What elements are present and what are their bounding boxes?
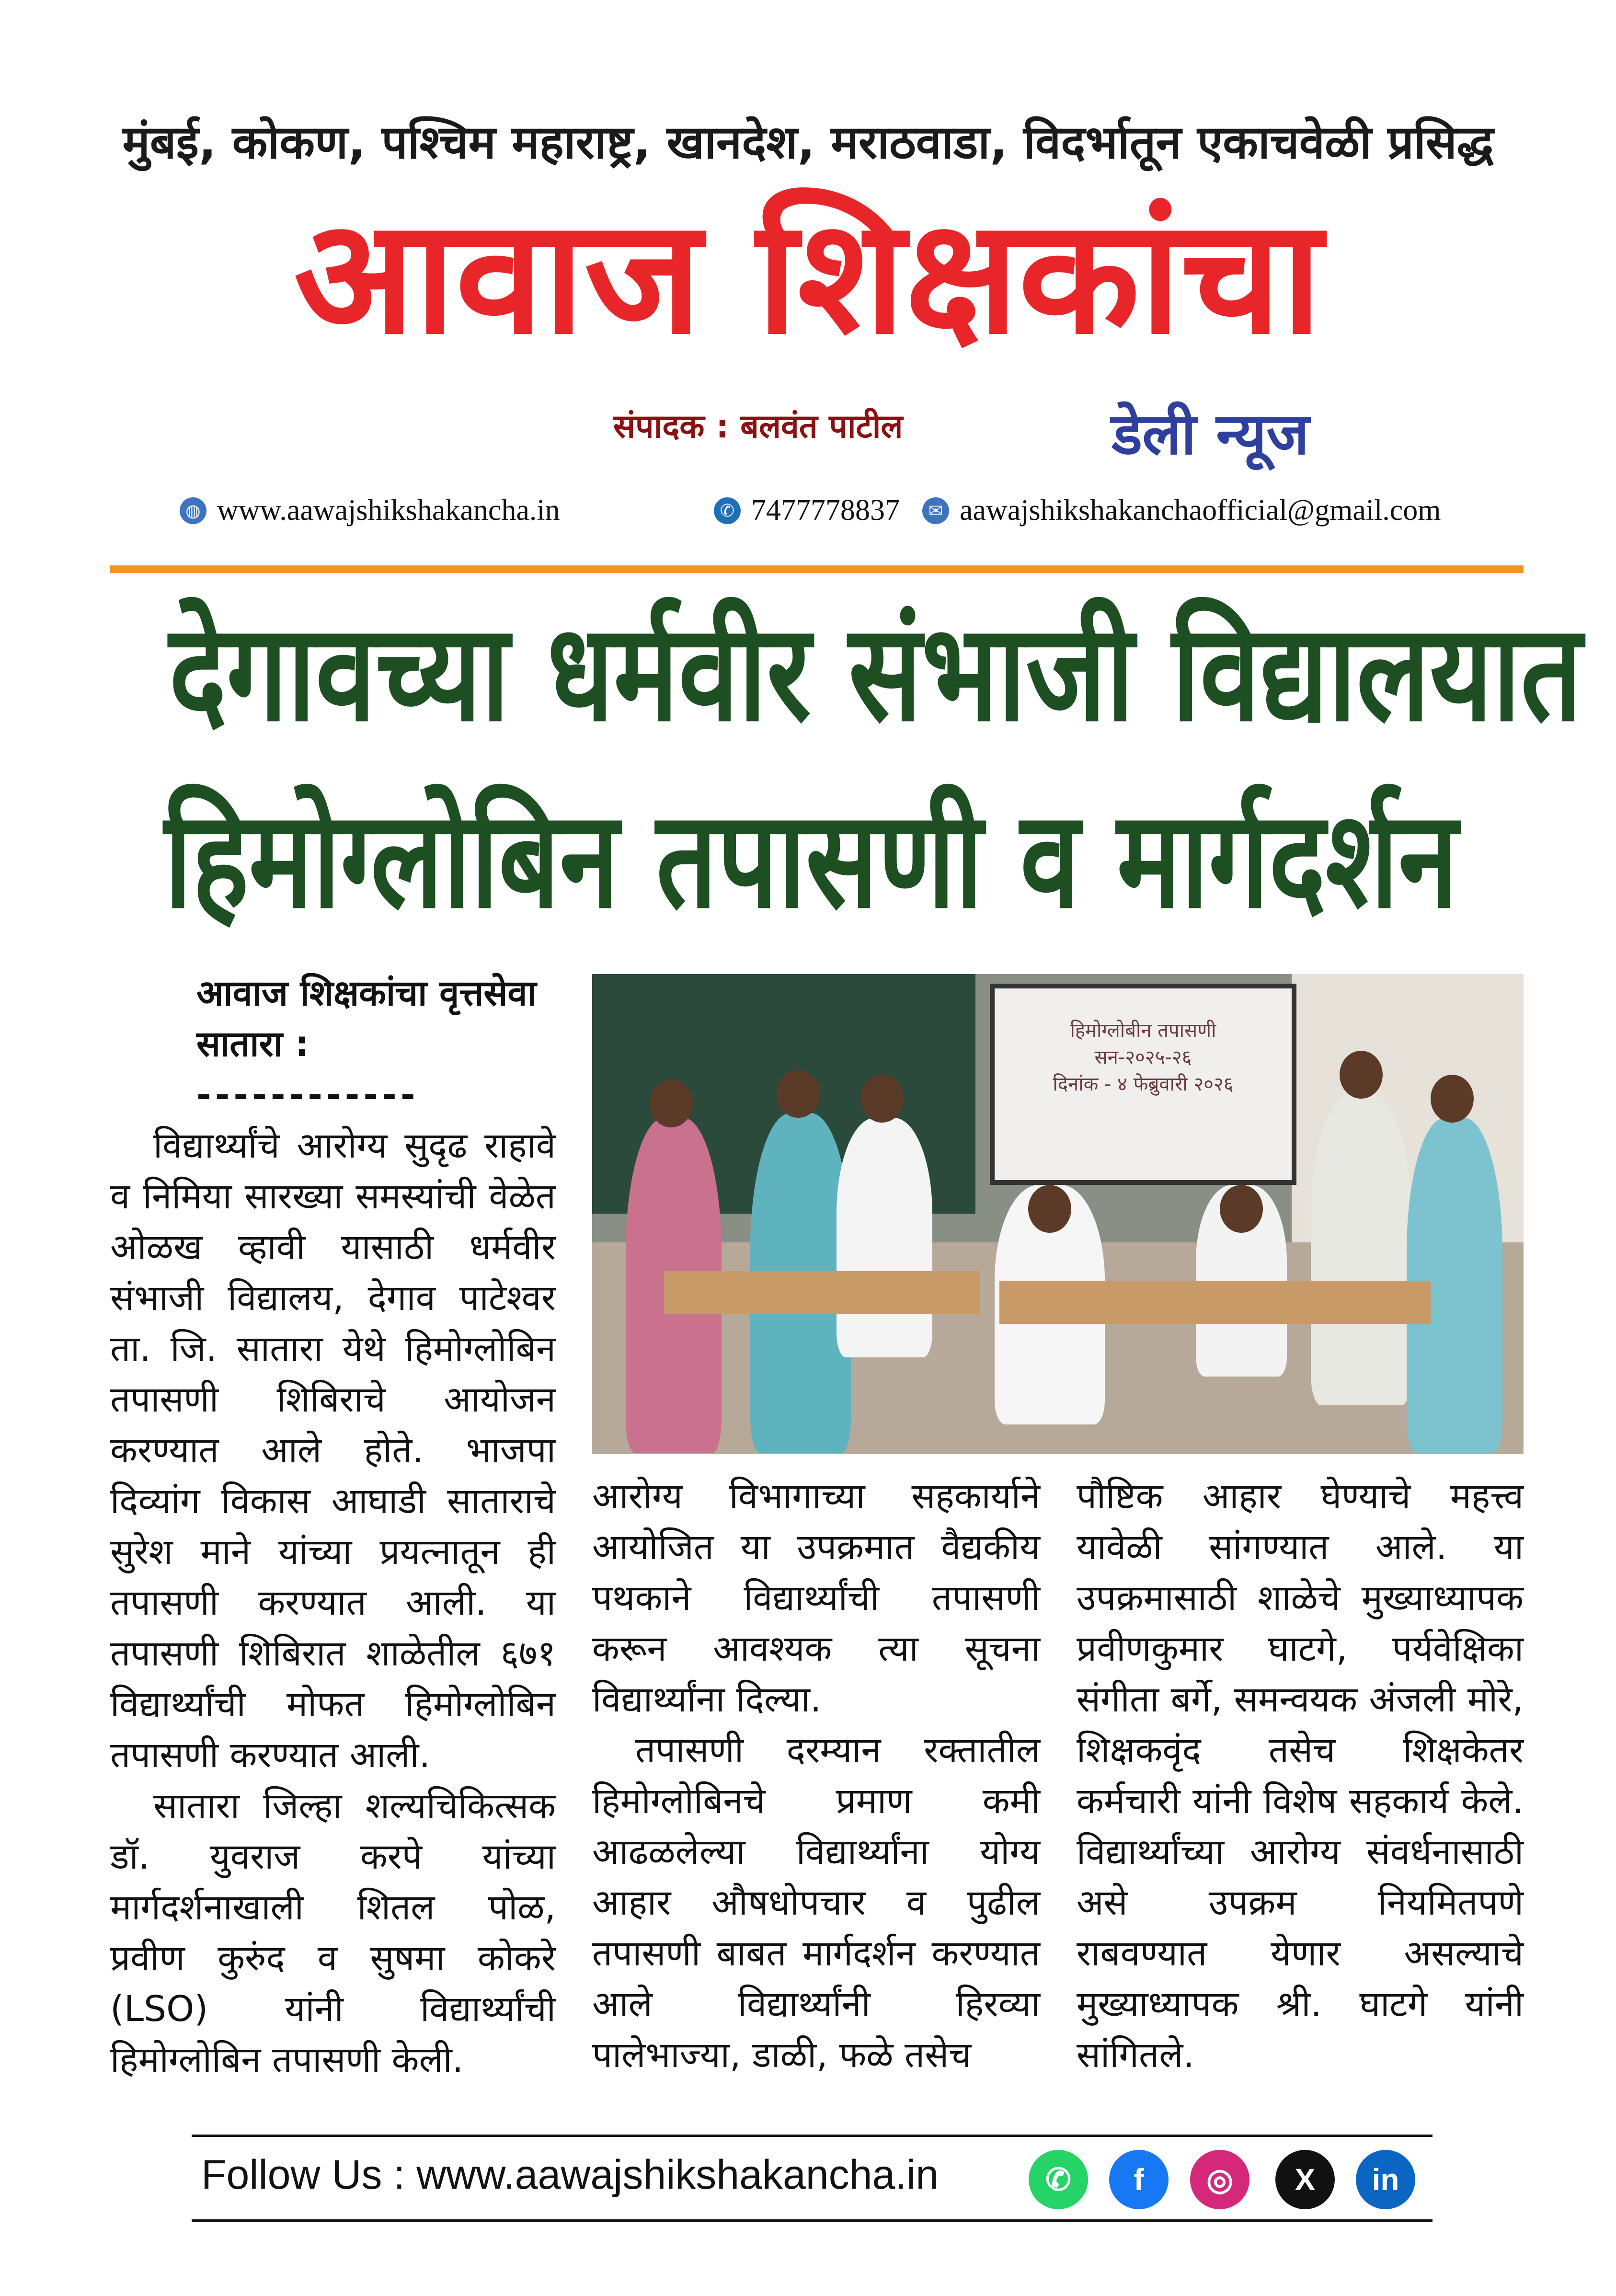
headline-line-2-row [0, 776, 1616, 944]
article-paragraph: तपासणी दरम्यान रक्तातील हिमोग्लोबिनचे प्रमाण कमी आढळलेल्या विद्यार्थ्यांना योग्य आहार औषधोपचार व पुढील तपासणी बाबत मार्गदर्शन करण्यात आले विद्यार्थ्यांनी हिरव्या पालेभाज्या, डाळी, फळे तसेच [592, 1730, 1040, 2076]
globe-icon: ◍ [180, 497, 206, 524]
article-paragraph: सातारा जिल्हा शल्यचिकित्सक डॉ. युवराज करपे यांच्या मार्गदर्शनाखाली शितल पोळ, प्रवीण कुरुंद व सुषमा कोकरे (LSO) यांनी विद्यार्थ्यांची हिमोग्लोबिन तपासणी केली. [110, 1785, 556, 2080]
header-divider [110, 565, 1524, 573]
mail-icon: ✉ [922, 497, 949, 524]
website-link[interactable]: www.aawajshikshakancha.in [217, 494, 560, 527]
follow-us-link[interactable]: Follow Us : www.aawajshikshakancha.in [201, 2152, 939, 2198]
headline-line-2: हिमोग्लोबिन तपासणी व मार्गदर्शन [164, 782, 1458, 938]
website-contact[interactable] [180, 494, 560, 528]
projector-screen [990, 984, 1296, 1185]
dateline-place: सातारा : [196, 1023, 309, 1065]
newspaper-masthead-row [0, 182, 1616, 372]
article-column-left [110, 968, 556, 2085]
email-address[interactable]: aawajshikshakanchaofficial@gmail.com [960, 494, 1441, 527]
masthead-tagline: मुंबई, कोकण, पश्चिम महाराष्ट्र, खानदेश, मराठवाडा, विदर्भातून एकाचवेळी प्रसिद्ध [122, 115, 1494, 169]
whatsapp-icon[interactable]: ✆ [1029, 2150, 1088, 2209]
dateline-separator: ------------ [196, 1074, 419, 1115]
linkedin-icon[interactable]: in [1356, 2150, 1415, 2209]
article-paragraph: विद्यार्थ्यांचे आरोग्य सुदृढ राहावे व निमिया सारख्या समस्यांची वेळेत ओळख व्हावी यासाठी धर्मवीर संभाजी विद्यालय, देगाव पाटेश्वर ता. जि. सातारा येथे हिमोग्लोबिन तपासणी शिबिराचे आयोजन करण्यात आले होते. भाजपा दिव्यांग विकास आघाडी साताराचे सुरेश माने यांच्या प्रयत्नातून ही तपासणी करण्यात आली. या तपासणी शिबिरात शाळेतील ६७१ विद्यार्थ्यांची मोफत हिमोग्लोबिन तपासणी करण्यात आली. [110, 1125, 556, 1776]
phone-number[interactable]: 7477778837 [751, 494, 900, 527]
screen-title: हिमोग्लोबीन तपासणी [1070, 1020, 1216, 1042]
dateline-source: आवाज शिक्षकांचा वृत्तसेवा [196, 973, 537, 1014]
footer-divider-bottom [192, 2219, 1433, 2222]
phone-contact[interactable] [714, 494, 900, 528]
article-column-right [1077, 1471, 1524, 2080]
editor-credit: संपादक : बलवंत पाटील [613, 408, 903, 446]
article-paragraph: आरोग्य विभागाच्या सहकार्याने आयोजित या उपक्रमात वैद्यकीय पथकाने विद्यार्थ्यांची तपासणी करून आवश्यक त्या सूचना विद्यार्थ्यांना दिल्या. [592, 1476, 1040, 1720]
headline-line-1-row [0, 589, 1616, 757]
headline-line-1: देगावच्या धर्मवीर संभाजी विद्यालयात [169, 595, 1582, 751]
phone-icon: ✆ [714, 497, 741, 524]
x-twitter-icon[interactable]: X [1275, 2150, 1335, 2209]
footer-divider-top [192, 2135, 1433, 2137]
facebook-icon[interactable]: f [1109, 2150, 1169, 2209]
screen-year: सन-२०२५-२६ [1094, 1046, 1192, 1068]
daily-news-label: डेली न्यूज [1112, 401, 1309, 468]
email-contact[interactable] [922, 494, 1441, 528]
instagram-icon[interactable]: ◎ [1190, 2150, 1249, 2209]
article-photo [592, 974, 1524, 1454]
screen-date: दिनांक - ४ फेब्रुवारी २०२६ [1053, 1073, 1234, 1095]
article-column-middle [592, 1471, 1040, 2080]
masthead-tagline-row [0, 113, 1616, 172]
newspaper-masthead: आवाज शिक्षकांचा [294, 185, 1322, 369]
article-paragraph: पौष्टिक आहार घेण्याचे महत्त्व यावेळी सांगण्यात आले. या उपक्रमासाठी शाळेचे मुख्याध्यापक प्रवीणकुमार घाटगे, पर्यवेक्षिका संगीता बर्गे, समन्वयक अंजली मोरे, शिक्षकवृंद तसेच शिक्षकेतर कर्मचारी यांनी विशेष सहकार्य केले. विद्यार्थ्यांच्या आरोग्य संवर्धनासाठी असे उपक्रम नियमितपणे राबवण्यात येणार असल्याचे मुख्याध्यापक श्री. घाटगे यांनी सांगितले. [1077, 1476, 1524, 2076]
